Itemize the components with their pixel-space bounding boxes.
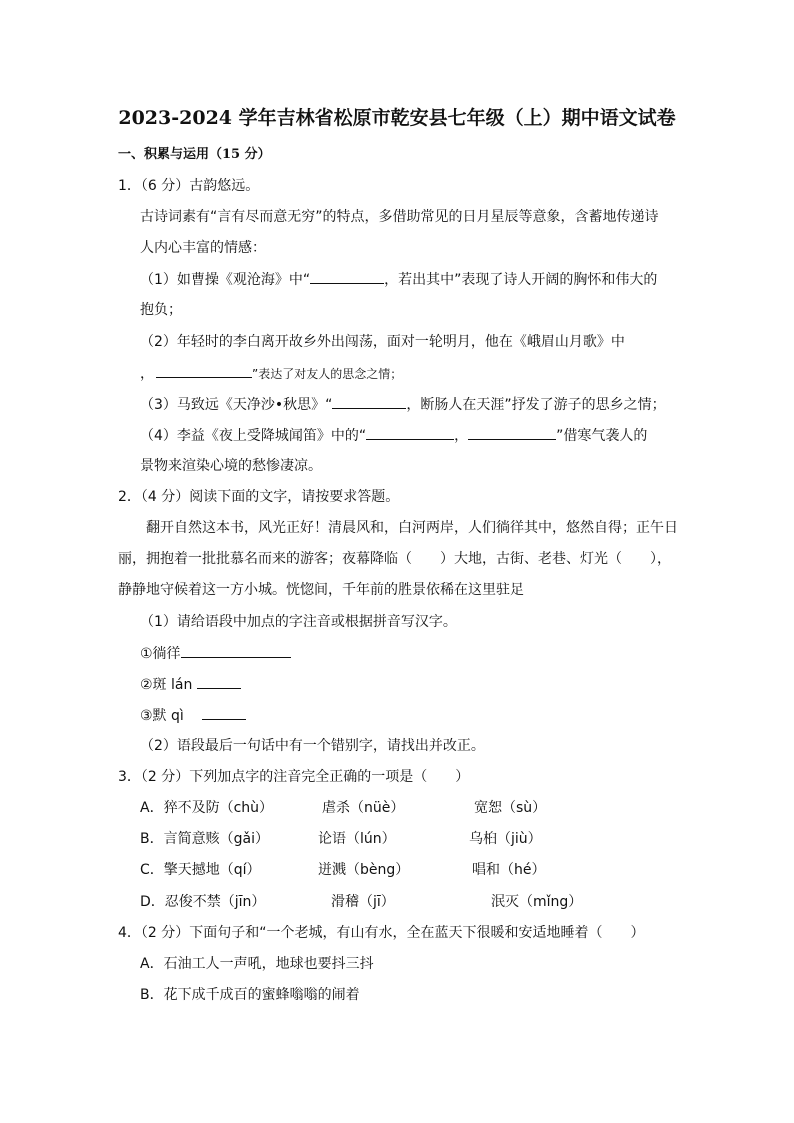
question-1-item-1-cont: 抱负；: [140, 302, 182, 318]
pinyin-item-1: [140, 644, 291, 663]
option-c-col3: 唱和（hé）: [472, 862, 546, 878]
option-a-col1[interactable]: A．猝不及防（chù）: [140, 800, 274, 816]
section-heading: 一、积累与运用（15 分）: [118, 147, 271, 162]
question-1-item-2: （2）年轻时的李白离开故乡外出闯荡，面对一轮明月，他在《峨眉山月歌》中: [140, 334, 625, 350]
option-d-col3: 泯灭（mǐng）: [491, 894, 583, 910]
option-b-col3: 乌桕（jiù）: [469, 831, 542, 847]
item-4-suffix: ”借寒气袭人的: [556, 428, 648, 444]
question-1-item-1: [140, 270, 657, 289]
option-c-col2: 迸溅（bèng）: [318, 862, 410, 878]
item-4-sep: ，: [454, 428, 469, 444]
pinyin-blank-2[interactable]: [197, 675, 241, 689]
answer-blank-1[interactable]: [310, 270, 384, 284]
question-1-heading: 1．（6 分）古韵悠远。: [118, 178, 260, 194]
question-1-item-2-cont: [140, 364, 402, 383]
option-b-col2: 论语（lún）: [318, 831, 396, 847]
answer-blank-4b[interactable]: [468, 426, 556, 440]
item-2-prefix: ，: [140, 366, 154, 382]
pinyin-item-2-label: ②斑 lán: [140, 677, 193, 693]
option-d-col2: 滑稽（jī）: [331, 894, 395, 910]
question-3-heading: 3．（2 分）下列加点字的注音完全正确的一项是（ ）: [118, 769, 470, 785]
option-a-col2: 虐杀（nüè）: [322, 800, 405, 816]
item-1-prefix: （1）如曹操《观沧海》中“: [140, 272, 311, 288]
passage-line-2: 丽，拥抱着一批批慕名而来的游客；夜幕降临（ ）大地，古街、老巷、灯光（ ），: [118, 551, 671, 567]
answer-blank-2[interactable]: [156, 364, 252, 378]
option-c-col1[interactable]: C．擎天撼地（qí）: [140, 862, 261, 878]
question-2-sub-1: （1）请给语段中加点的字注音或根据拼音写汉字。: [140, 614, 457, 630]
question-2-sub-2: （2）语段最后一句话中有一个错别字，请找出并改正。: [140, 738, 485, 754]
option-d-col1[interactable]: D．忍俊不禁（jīn）: [140, 894, 266, 910]
answer-blank-4a[interactable]: [366, 426, 454, 440]
pinyin-item-3: [140, 706, 246, 725]
question-1-intro-line1: 古诗词素有“言有尽而意无穷”的特点，多借助常见的日月星辰等意象，含蓄地传递诗: [140, 209, 659, 225]
item-2-suffix: ”表达了对友人的思念之情；: [252, 367, 403, 381]
item-3-suffix: ，断肠人在天涯”抒发了游子的思乡之情；: [406, 397, 666, 413]
pinyin-item-1-label: ①徜徉: [140, 646, 181, 662]
question-4-option-b[interactable]: B．花下成千成百的蜜蜂嗡嗡的闹着: [140, 987, 360, 1003]
pinyin-blank-1[interactable]: [181, 644, 291, 658]
passage-line-3: 静静地守候着这一方小城。恍惚间，千年前的胜景依稀在这里驻足: [118, 582, 524, 598]
item-1-suffix: ，若出其中”表现了诗人开阔的胸怀和伟大的: [384, 272, 658, 288]
pinyin-item-2: [140, 675, 241, 694]
question-1-item-4: [140, 426, 647, 445]
page-title: 2023-2024 学年吉林省松原市乾安县七年级（上）期中语文试卷: [118, 107, 676, 129]
question-4-option-a[interactable]: A．石油工人一声吼，地球也要抖三抖: [140, 956, 374, 972]
question-1-intro-line2: 人内心丰富的情感：: [140, 240, 266, 256]
option-a-col3: 宽恕（sù）: [474, 800, 547, 816]
question-2-heading: 2．（4 分）阅读下面的文字，请按要求答题。: [118, 489, 400, 505]
item-4-prefix: （4）李益《夜上受降城闻笛》中的“: [140, 428, 367, 444]
question-1-item-4-cont: 景物来渲染心境的愁惨凄凉。: [140, 458, 322, 474]
pinyin-item-3-label: ③默 qì: [140, 708, 184, 724]
option-b-col1[interactable]: B．言简意赅（gǎi）: [140, 831, 269, 847]
passage-line-1: 翻开自然这本书，风光正好！清晨风和，白河两岸，人们徜徉其中，悠然自得；正午日: [146, 520, 678, 536]
question-1-item-3: [140, 395, 666, 414]
answer-blank-3[interactable]: [332, 395, 406, 409]
pinyin-blank-3[interactable]: [202, 706, 246, 720]
item-3-prefix: （3）马致远《天净沙•秋思》“: [140, 397, 333, 413]
question-4-heading: 4．（2 分）下面句子和“一个老城，有山有水，全在蓝天下很暖和安适地睡着（ ）: [118, 925, 645, 941]
